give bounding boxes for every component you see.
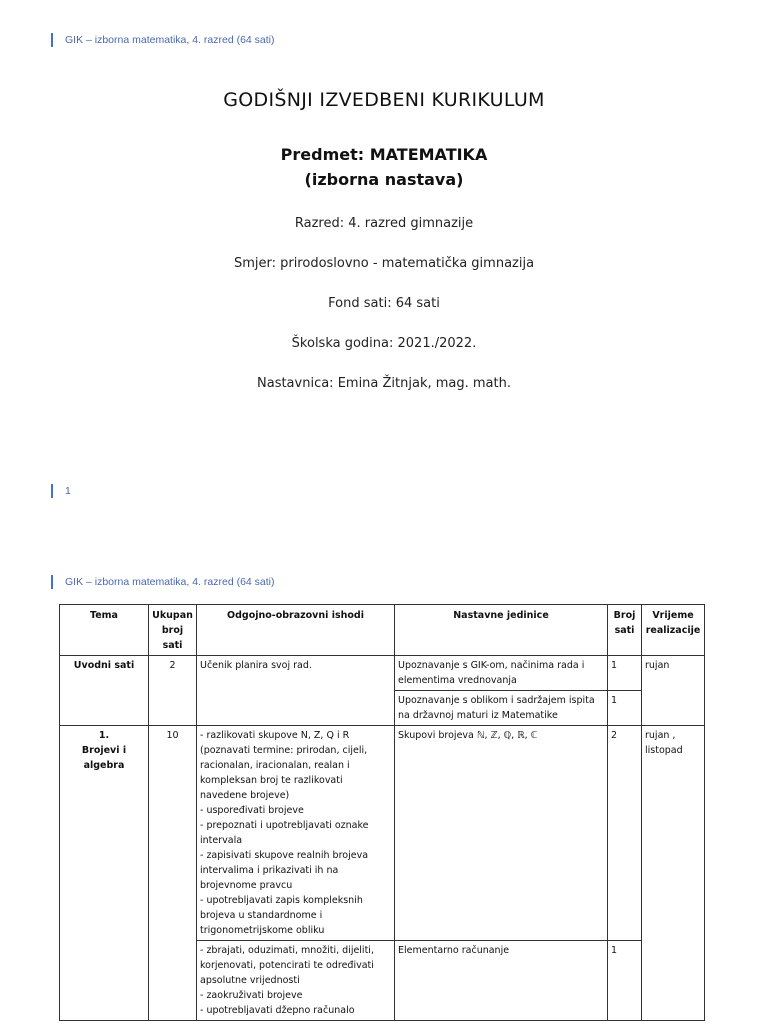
teacher-line: Nastavnica: Emina Žitnjak, mag. math. — [257, 376, 511, 391]
outcome-cell: Učenik planira svoj rad. — [197, 656, 395, 726]
col-header-ukupan: Ukupan broj sati — [149, 605, 197, 656]
col-header-broj: Broj sati — [608, 605, 642, 656]
school-year-line: Školska godina: 2021./2022. — [291, 336, 477, 351]
tema-name: Brojevi i algebra — [81, 745, 127, 771]
outcome-cell — [197, 726, 395, 941]
outcome-cell — [197, 941, 395, 1021]
grade-line: Razred: 4. razred gimnazije — [294, 216, 474, 231]
col-header-tema: Tema — [60, 605, 149, 656]
unit-cell: Elementarno računanje — [395, 941, 608, 1021]
outcome-item: - zaokruživati brojeve — [200, 990, 303, 1001]
tema-cell — [60, 726, 149, 1021]
timing-cell: rujan , listopad — [642, 726, 705, 1021]
col-header-ishodi: Odgojno-obrazovni ishodi — [197, 605, 395, 656]
document-title: GODIŠNJI IZVEDBENI KURIKULUM — [223, 89, 545, 111]
subject-note: (izborna nastava) — [304, 170, 464, 189]
running-header-2: GIK – izborna matematika, 4. razred (64 sati) — [51, 575, 275, 589]
unit-hours-cell: 1 — [608, 691, 642, 726]
tema-number: 1. — [98, 730, 110, 741]
outcome-item: - razlikovati skupove N, Z, Q i R (poznavati termine: prirodan, cijeli, racionalan, iracionalan, realan i kompleksan broj te razlikovati navedene brojeve) — [200, 730, 368, 801]
unit-hours-cell: 1 — [608, 941, 642, 1021]
outcome-item: - upotrebljavati džepno računalo — [200, 1005, 355, 1016]
running-header: GIK – izborna matematika, 4. razred (64 sati) — [51, 33, 275, 47]
outcome-item: - zapisivati skupove realnih brojeva intervalima i prikazivati ih na brojevnome pravcu — [200, 850, 369, 891]
table-row — [60, 726, 705, 941]
page-number: 1 — [51, 484, 71, 498]
tema-cell: Uvodni sati — [60, 656, 149, 726]
total-hours-cell: 2 — [149, 656, 197, 726]
outcome-item: - prepoznati i upotrebljavati oznake intervala — [200, 820, 369, 846]
curriculum-table — [59, 604, 705, 1021]
unit-cell: Skupovi brojeva ℕ, ℤ, ℚ, ℝ, ℂ — [395, 726, 608, 941]
unit-hours-cell: 1 — [608, 656, 642, 691]
outcome-item: - uspoređivati brojeve — [200, 805, 304, 816]
unit-cell: Upoznavanje s GIK-om, načinima rada i elementima vrednovanja — [395, 656, 608, 691]
table-row — [60, 656, 705, 691]
outcome-item: - upotrebljavati zapis kompleksnih brojeva u standardnome i trigonometrijskome obliku — [200, 895, 363, 936]
col-header-vrijeme: Vrijeme realizacije — [642, 605, 705, 656]
unit-hours-cell: 2 — [608, 726, 642, 941]
timing-cell: rujan — [642, 656, 705, 726]
outcome-item: - zbrajati, oduzimati, množiti, dijeliti, korjenovati, potencirati te određivati apsolutne vrijednosti — [200, 945, 374, 986]
hours-line: Fond sati: 64 sati — [328, 296, 440, 311]
table-header-row — [60, 605, 705, 656]
track-line: Smjer: prirodoslovno - matematička gimnazija — [233, 256, 535, 271]
subject-line: Predmet: MATEMATIKA — [280, 145, 488, 164]
col-header-jedinice: Nastavne jedinice — [395, 605, 608, 656]
unit-cell: Upoznavanje s oblikom i sadržajem ispita na državnoj maturi iz Matematike — [395, 691, 608, 726]
total-hours-cell: 10 — [149, 726, 197, 1021]
